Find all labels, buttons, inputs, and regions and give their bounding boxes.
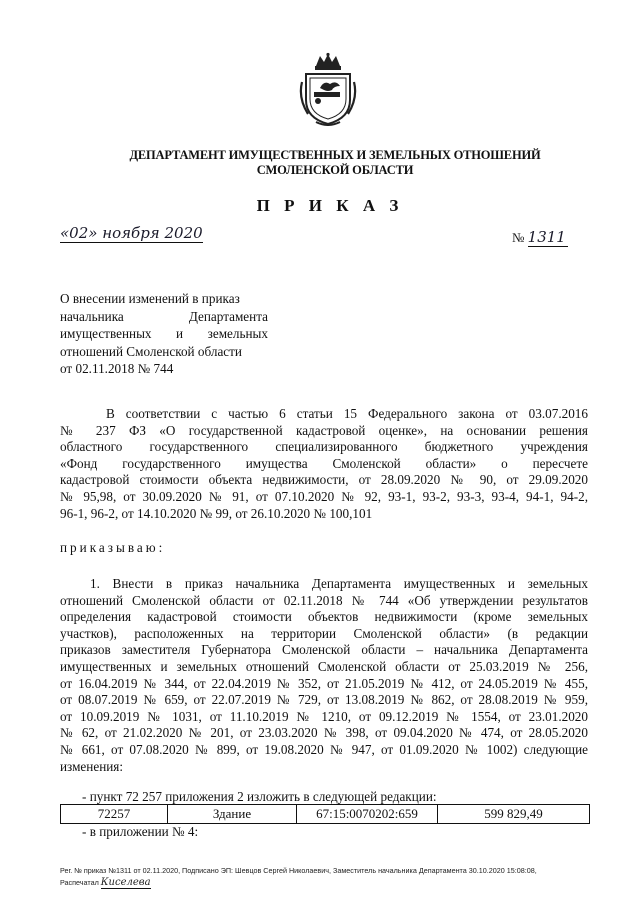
order-subject xyxy=(60,290,268,378)
text-line: областного государственного специализированного бюджетного учреждения xyxy=(60,439,588,455)
subject-line: О внесении изменений в приказ xyxy=(60,291,240,306)
printed-by-signature: Киселева xyxy=(100,877,151,888)
number-label: № xyxy=(512,230,525,245)
order-word: приказываю: xyxy=(60,540,166,555)
text-line: кадастровой стоимости объекта недвижимости, от 28.09.2020 № 90, от 29.09.2020 xyxy=(60,472,588,488)
text-line: от 16.04.2019 № 344, от 22.04.2019 № 352, от 21.05.2019 № 412, от 24.05.2019 № 455, xyxy=(60,675,588,691)
printed-by-label: Распечатал xyxy=(60,878,99,887)
printed-by-footer xyxy=(60,877,151,889)
text-line: № 95,98, от 30.09.2020 № 91, от 07.10.2020 № 92, 93-1, 93-2, 93-3, 93-4, 94-1, 94-2, xyxy=(60,488,588,504)
handwritten-date: «02» ноября 2020 xyxy=(60,224,203,242)
subject-line: имущественных и земельных xyxy=(60,326,268,342)
text-line: от 10.09.2019 № 1031, от 11.10.2019 № 1210, от 09.12.2019 № 1554, от 23.01.2020 xyxy=(60,708,588,724)
clause-1-paragraph xyxy=(60,576,588,775)
handwritten-number: 1311 xyxy=(527,228,566,246)
bullet-item: - в приложении № 4: xyxy=(82,824,199,839)
table-cell-number: 72257 xyxy=(61,805,168,824)
text-line: имущественных и земельных отношений Смоленской области от 25.03.2019 № 256, xyxy=(60,658,588,674)
registration-footer: Рег. № приказ №1311 от 02.11.2020, Подписано ЭП: Шевцов Сергей Николаевич, Заместитель начальника Департамента 30.10.2020 15:08:08, xyxy=(60,866,537,875)
department-region: СМОЛЕНСКОЙ ОБЛАСТИ xyxy=(256,163,414,177)
order-number xyxy=(512,228,568,247)
text-line: участков), расположенных на территории Смоленской области» (в редакции xyxy=(60,625,588,641)
text-line: № 661, от 07.08.2020 № 899, от 19.08.2020 № 947, от 01.09.2020 № 1002) следующие xyxy=(60,741,588,757)
text-line: № 237 ФЗ «О государственной кадастровой оценке», на основании решения xyxy=(60,422,588,438)
coat-of-arms-icon xyxy=(298,52,358,126)
text-line: «Фонд государственного имущества Смоленской области» о пересчете xyxy=(60,455,588,471)
text-line: 96-1, 96-2, от 14.10.2020 № 99, от 26.10.2020 № 100,101 xyxy=(60,505,373,521)
subject-line: от 02.11.2018 № 744 xyxy=(60,361,174,377)
text-line: определения кадастровой стоимости объектов недвижимости (кроме земельных xyxy=(60,609,588,625)
department-name: ДЕПАРТАМЕНТ ИМУЩЕСТВЕННЫХ И ЗЕМЕЛЬНЫХ ОТНОШЕНИЙ xyxy=(129,148,541,162)
subject-line: отношений Смоленской области xyxy=(60,343,242,359)
bullet-item: - пункт 72 257 приложения 2 изложить в следующей редакции: xyxy=(82,789,437,804)
subject-line: начальника Департамента xyxy=(60,308,268,324)
text-line: отношений Смоленской области от 02.11.2018 № 744 «Об утверждении результатов xyxy=(60,592,588,608)
amendment-table xyxy=(60,804,590,824)
text-line: № 62, от 21.02.2020 № 201, от 23.03.2020 № 398, от 09.04.2020 № 474, от 28.05.2020 xyxy=(60,725,588,741)
table-cell-type: Здание xyxy=(168,805,297,824)
text-line: приказов заместителя Губернатора Смоленской области – начальника Департамента xyxy=(60,642,588,658)
table-cell-value: 599 829,49 xyxy=(438,805,590,824)
text-line: В соответствии с частью 6 статьи 15 Федерального закона от 03.07.2016 xyxy=(106,406,588,421)
table-cell-cadastral: 67:15:0070202:659 xyxy=(297,805,438,824)
document-title: П Р И К А З xyxy=(256,196,404,215)
text-line: изменения: xyxy=(60,758,124,774)
order-date xyxy=(60,224,203,243)
text-line: 1. Внести в приказ начальника Департамента имущественных и земельных xyxy=(90,576,588,591)
preamble-paragraph xyxy=(60,406,588,522)
text-line: от 08.07.2019 № 659, от 22.07.2019 № 729, от 13.08.2019 № 862, от 28.08.2019 № 959, xyxy=(60,692,588,708)
table-row xyxy=(61,805,590,824)
